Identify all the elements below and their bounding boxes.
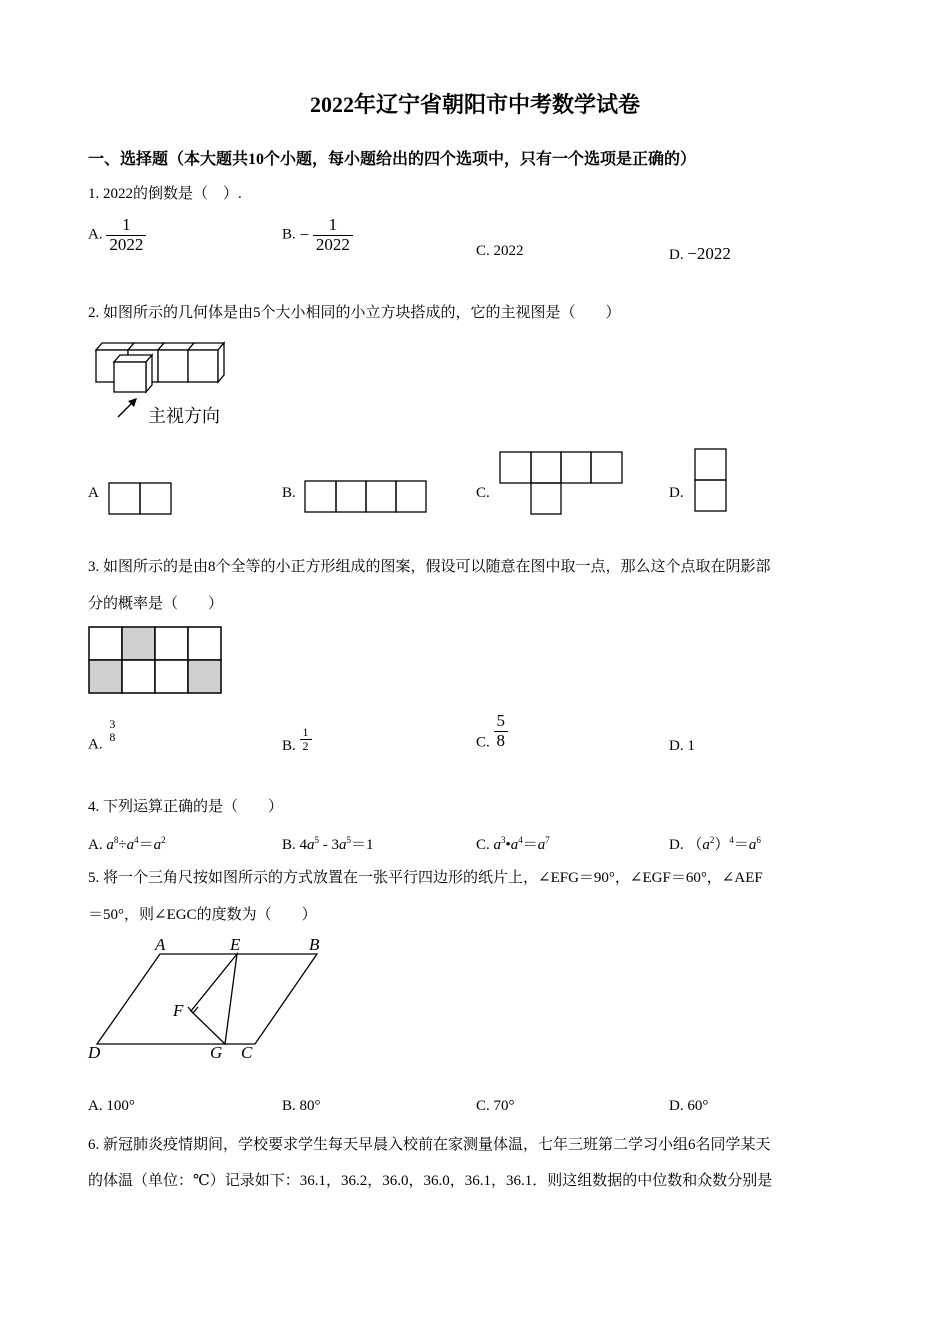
q4-a-expression: $a^8\div a^4=a^2$ (106, 835, 166, 853)
q4-c-label: C. (476, 837, 490, 853)
q3-grid-cell-0-1 (122, 627, 155, 660)
q4-b-label: B. (282, 837, 296, 853)
q3-grid-cell-0-2 (155, 627, 188, 660)
question-5-stem-line1: 5. 将一个三角尺按如图所示的方式放置在一张平行四边形的纸片上，∠EFG＝90°，∠EGF＝60°，∠AEF (88, 870, 763, 886)
q4-c-expression: $a^3•a^4=a^7$ (493, 835, 550, 853)
q3-c-fraction (494, 712, 509, 750)
q3-grid-cell-1-0 (89, 660, 122, 693)
q1-option-c: C. 2022 (476, 243, 524, 259)
q2-option-a-view (108, 482, 178, 518)
q2-a-label: A (88, 485, 99, 501)
q3-square-grid (88, 626, 228, 698)
q3-a-fraction (106, 718, 118, 744)
q3-grid-cell-0-0 (89, 627, 122, 660)
question-3-stem-line1: 3. 如图所示的是由8个全等的小正方形组成的图案，假设可以随意在图中取一点，那么这个点取在阴影部 (88, 559, 771, 575)
q2-direction-caption: 主视方向 (148, 406, 220, 427)
q1-a-denominator: 2022 (106, 235, 146, 255)
q1-a-numerator: 1 (122, 215, 131, 234)
q3-a-denominator: 8 (109, 730, 116, 745)
q3-option-a (88, 718, 118, 754)
q1-d-label: D. (669, 247, 684, 263)
q1-b-sign: − (299, 225, 310, 245)
question-3-stem-line2: 分的概率是（ ） (88, 596, 224, 612)
q3-option-c (476, 712, 508, 752)
q4-d-label: D. (669, 837, 684, 853)
q3-c-label: C. (476, 734, 490, 751)
q5-label-D: D (88, 1043, 101, 1062)
q3-grid-cell-0-3 (188, 627, 221, 660)
q3-b-denominator: 2 (300, 739, 312, 753)
q5-label-A: A (155, 935, 166, 954)
q4-a-label: A. (88, 837, 103, 853)
q5-label-C: C (241, 1043, 253, 1062)
q5-label-E: E (230, 935, 241, 954)
q4-option-a (88, 833, 166, 854)
q2-option-d-view (694, 448, 734, 518)
q5-parallelogram-figure (85, 934, 345, 1064)
question-4-stem: 4. 下列运算正确的是（ ） (88, 799, 284, 815)
page-title: 2022年辽宁省朝阳市中考数学试卷 (309, 92, 640, 117)
q5-label-B: B (309, 935, 320, 954)
q3-a-numerator: 3 (109, 717, 116, 731)
q4-b-expression: $4a^5 - 3a^5=1$ (299, 835, 374, 853)
q3-b-label: B. (282, 738, 296, 755)
q1-option-d (669, 244, 731, 264)
q4-d-expression: $(a^2)^4=a^6$ (687, 835, 761, 853)
q2-c-label: C. (476, 485, 490, 501)
q1-b-denominator: 2022 (313, 235, 353, 255)
q4-option-c (476, 833, 550, 854)
q3-grid-cell-1-3 (188, 660, 221, 693)
q2-d-label: D. (669, 485, 684, 501)
q1-a-fraction (106, 216, 146, 254)
question-1-stem: 1. 2022的倒数是（ ）. (88, 186, 242, 202)
q2-b-label: B. (282, 485, 296, 501)
q1-option-b (282, 216, 353, 254)
q1-b-fraction (313, 216, 353, 254)
question-5-stem-line2: ＝50°，则∠EGC的度数为（ ） (88, 907, 317, 923)
q3-b-fraction (300, 726, 312, 753)
q3-option-d: D. 1 (669, 738, 695, 754)
q5-option-a: A. 100° (88, 1098, 135, 1114)
section-heading: 一、选择题（本大题共10个小题，每小题给出的四个选项中，只有一个选项是正确的） (88, 151, 697, 168)
q3-grid-cell-1-1 (122, 660, 155, 693)
q1-a-label: A. (88, 226, 103, 243)
q3-b-numerator: 1 (302, 725, 309, 739)
q5-label-F: F (173, 1001, 184, 1020)
question-2-stem: 2. 如图所示的几何体是由5个大小相同的小立方块搭成的，它的主视图是（ ） (88, 305, 621, 321)
q3-option-b (282, 726, 312, 755)
q1-b-numerator: 1 (328, 215, 338, 234)
q3-c-denominator: 8 (494, 731, 509, 751)
q2-option-c-view (499, 451, 629, 521)
q1-b-label: B. (282, 226, 296, 243)
q2-option-b-view (304, 480, 434, 516)
q5-option-c: C. 70° (476, 1098, 515, 1114)
q3-grid-cell-1-2 (155, 660, 188, 693)
q1-d-value: −2022 (687, 244, 731, 263)
q3-a-label: A. (88, 736, 103, 753)
q3-c-numerator: 5 (496, 711, 506, 730)
q5-option-d: D. 60° (669, 1098, 709, 1114)
q4-option-d (669, 833, 761, 854)
q4-option-b (282, 833, 374, 854)
question-6-stem-line2: 的体温（单位：℃）记录如下：36.1，36.2，36.0，36.0，36.1，36.1．则这组数据的中位数和众数分别是 (88, 1173, 773, 1189)
q5-option-b: B. 80° (282, 1098, 321, 1114)
question-6-stem-line1: 6. 新冠肺炎疫情期间，学校要求学生每天早晨入校前在家测量体温，七年三班第二学习小组6名同学某天 (88, 1137, 771, 1153)
q1-option-a (88, 216, 146, 254)
q5-label-G: G (210, 1043, 223, 1062)
